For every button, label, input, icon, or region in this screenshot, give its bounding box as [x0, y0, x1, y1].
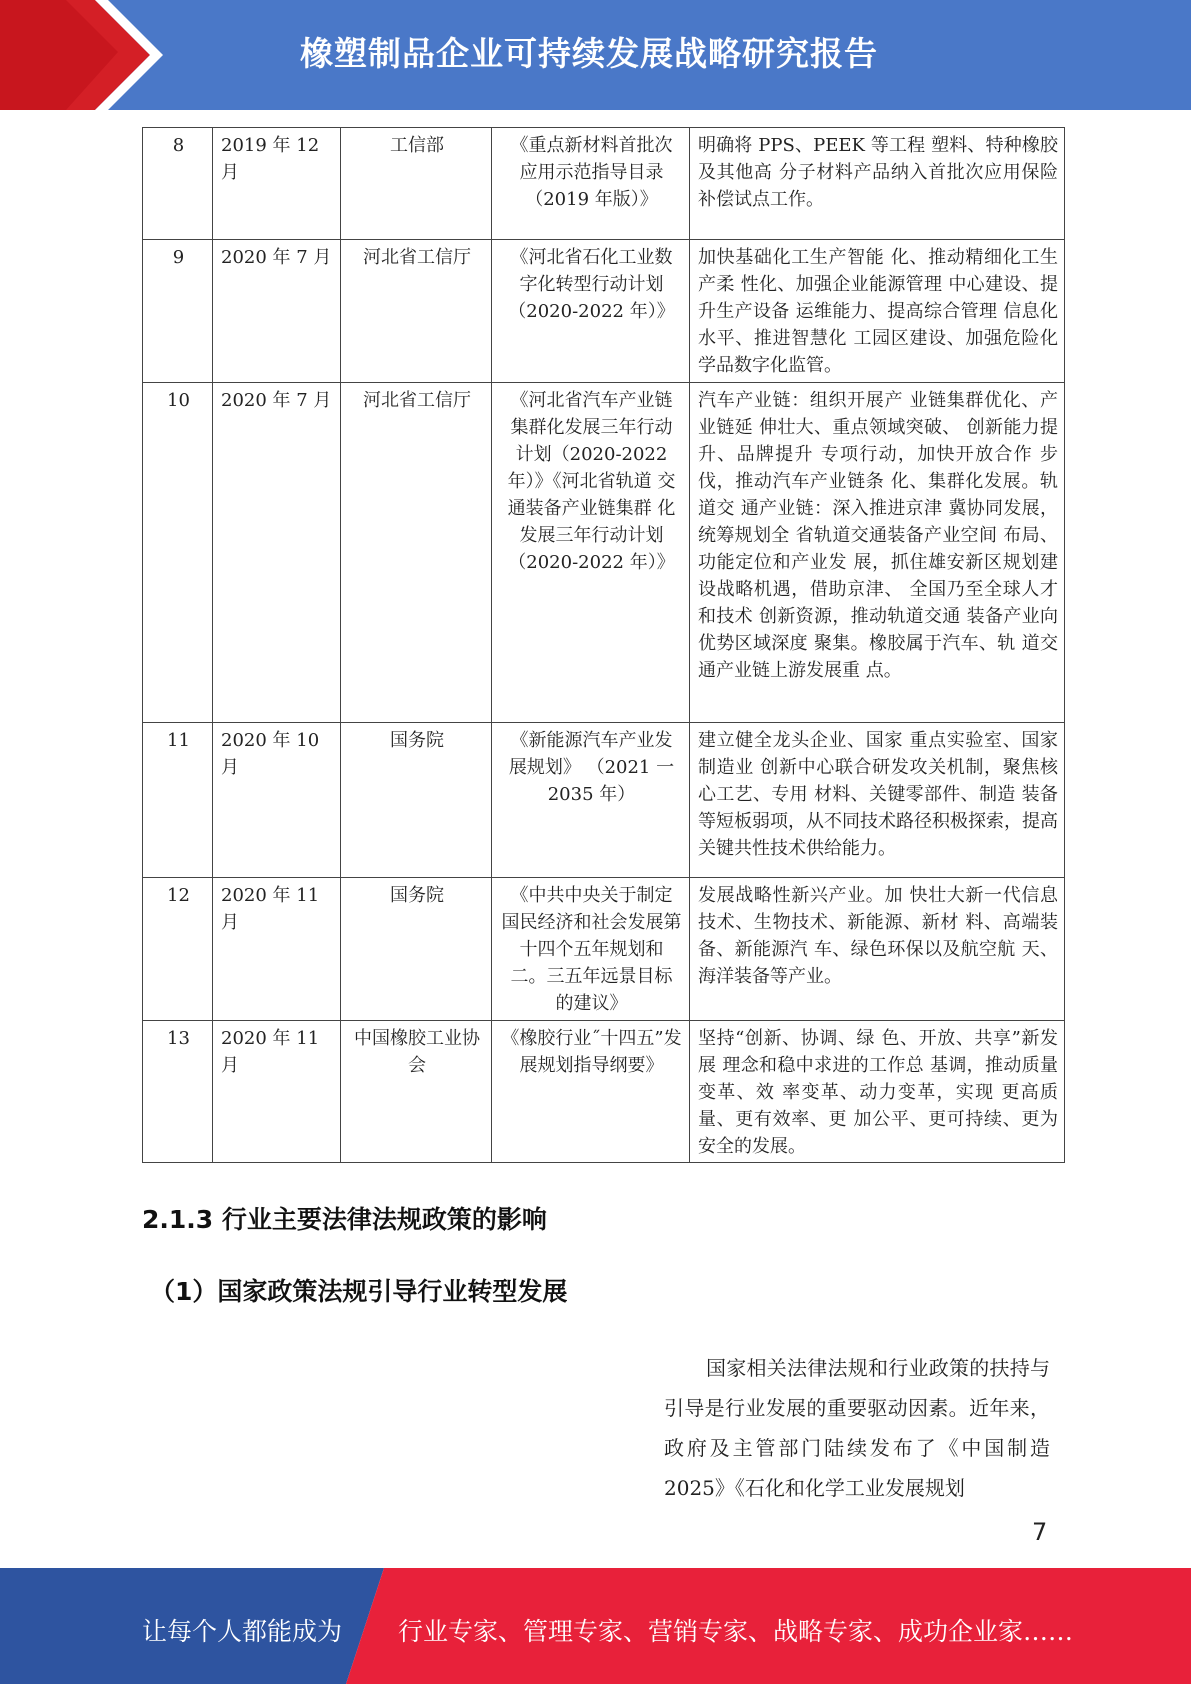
row-number: 11	[143, 723, 213, 878]
policy-table	[142, 127, 1065, 1163]
report-header	[0, 0, 1191, 110]
row-description: 明确将 PPS、PEEK 等工程 塑料、特种橡胶及其他高 分子材料产品纳入首批次应用保险补偿试点工作。	[690, 128, 1065, 240]
table-row	[143, 878, 1065, 1021]
row-issuer: 河北省工信厅	[341, 383, 492, 723]
table-row	[143, 240, 1065, 383]
row-document: 《新能源汽车产业发 展规划》 （2021 一 2035 年）	[492, 723, 690, 878]
row-date: 2020 年 10 月	[213, 723, 341, 878]
row-issuer: 国务院	[341, 723, 492, 878]
section-heading: 2.1.3 行业主要法律法规政策的影响	[142, 1205, 547, 1234]
row-document: 《河北省石化工业数 字化转型行动计划 （2020-2022 年）》	[492, 240, 690, 383]
row-date: 2020 年 11 月	[213, 1021, 341, 1163]
row-issuer: 工信部	[341, 128, 492, 240]
page-footer	[0, 1568, 1191, 1684]
section-subheading: （1）国家政策法规引导行业转型发展	[150, 1277, 568, 1306]
row-document: 《中共中央关于制定 国民经济和社会发展第十四个五年规划和 二。三五年远景目标 的建议》	[492, 878, 690, 1021]
row-description: 坚持“创新、协调、绿 色、开放、共享”新发展 理念和稳中求进的工作总 基调，推动质量变革、效 率变革、动力变革，实现 更高质量、更有效率、更 加公平、更可持续、更为 安全的发展。	[690, 1021, 1065, 1163]
row-issuer: 中国橡胶工业协 会	[341, 1021, 492, 1163]
row-description: 汽车产业链：组织开展产 业链集群优化、产业链延 伸壮大、重点领域突破、 创新能力提升、品牌提升 专项行动，加快开放合作 步伐，推动汽车产业链条 化、集群化发展。轨道交 通产业链：深入推进京津 冀协同发展，统筹规划全 省轨道交通装备产业空间 布局、功能定位和产业发 展，抓住雄安新区规划建 设战略机遇，借助京津、 全国乃至全球人才和技术 创新资源，推动轨道交通 装备产业向优势区域深度 聚集。橡胶属于汽车、轨 道交通产业链上游发展重 点。	[690, 383, 1065, 723]
row-number: 10	[143, 383, 213, 723]
row-date: 2019 年 12 月	[213, 128, 341, 240]
row-description: 发展战略性新兴产业。加 快壮大新一代信息技术、生物技术、新能源、新材 料、高端装备、新能源汽 车、绿色环保以及航空航 天、海洋装备等产业。	[690, 878, 1065, 1021]
row-document: 《重点新材料首批次 应用示范指导目录 （2019 年版）》	[492, 128, 690, 240]
row-date: 2020 年 7 月	[213, 383, 341, 723]
row-document: 《橡胶行业˝十四五”发 展规划指导纲要》	[492, 1021, 690, 1163]
table-row	[143, 383, 1065, 723]
body-paragraph: 国家相关法律法规和行业政策的扶持与引导是行业发展的重要驱动因素。近年来，政府及主管部门陆续发布了《中国制造 2025》《石化和化学工业发展规划	[664, 1356, 1050, 1500]
table-row	[143, 1021, 1065, 1163]
page-number: 7	[1032, 1518, 1048, 1546]
row-number: 9	[143, 240, 213, 383]
row-number: 8	[143, 128, 213, 240]
footer-slogan-left: 让每个人都能成为	[142, 1617, 343, 1646]
row-description: 建立健全龙头企业、国家 重点实验室、国家制造业 创新中心联合研发攻关机制，聚焦核心工艺、专用 材料、关键零部件、制造 装备等短板弱项，从不同技术路径积极探索，提高 关键共性技术供给能力。	[690, 723, 1065, 878]
row-issuer: 河北省工信厅	[341, 240, 492, 383]
footer-slogan-right: 行业专家、管理专家、营销专家、战略专家、成功企业家……	[398, 1617, 1074, 1646]
row-date: 2020 年 11 月	[213, 878, 341, 1021]
row-issuer: 国务院	[341, 878, 492, 1021]
row-number: 12	[143, 878, 213, 1021]
table-row	[143, 128, 1065, 240]
row-number: 13	[143, 1021, 213, 1163]
table-row	[143, 723, 1065, 878]
row-document: 《河北省汽车产业链 集群化发展三年行动 计划（2020-2022 年）》《河北省轨道 交通装备产业链集群 化发展三年行动计划（2020-2022 年）》	[492, 383, 690, 723]
row-date: 2020 年 7 月	[213, 240, 341, 383]
report-title: 橡塑制品企业可持续发展战略研究报告	[300, 34, 878, 73]
row-description: 加快基础化工生产智能 化、推动精细化工生产柔 性化、加强企业能源管理 中心建设、提升生产设备 运维能力、提高综合管理 信息化水平、推进智慧化 工园区建设、加强危险化 学品数字化监管。	[690, 240, 1065, 383]
